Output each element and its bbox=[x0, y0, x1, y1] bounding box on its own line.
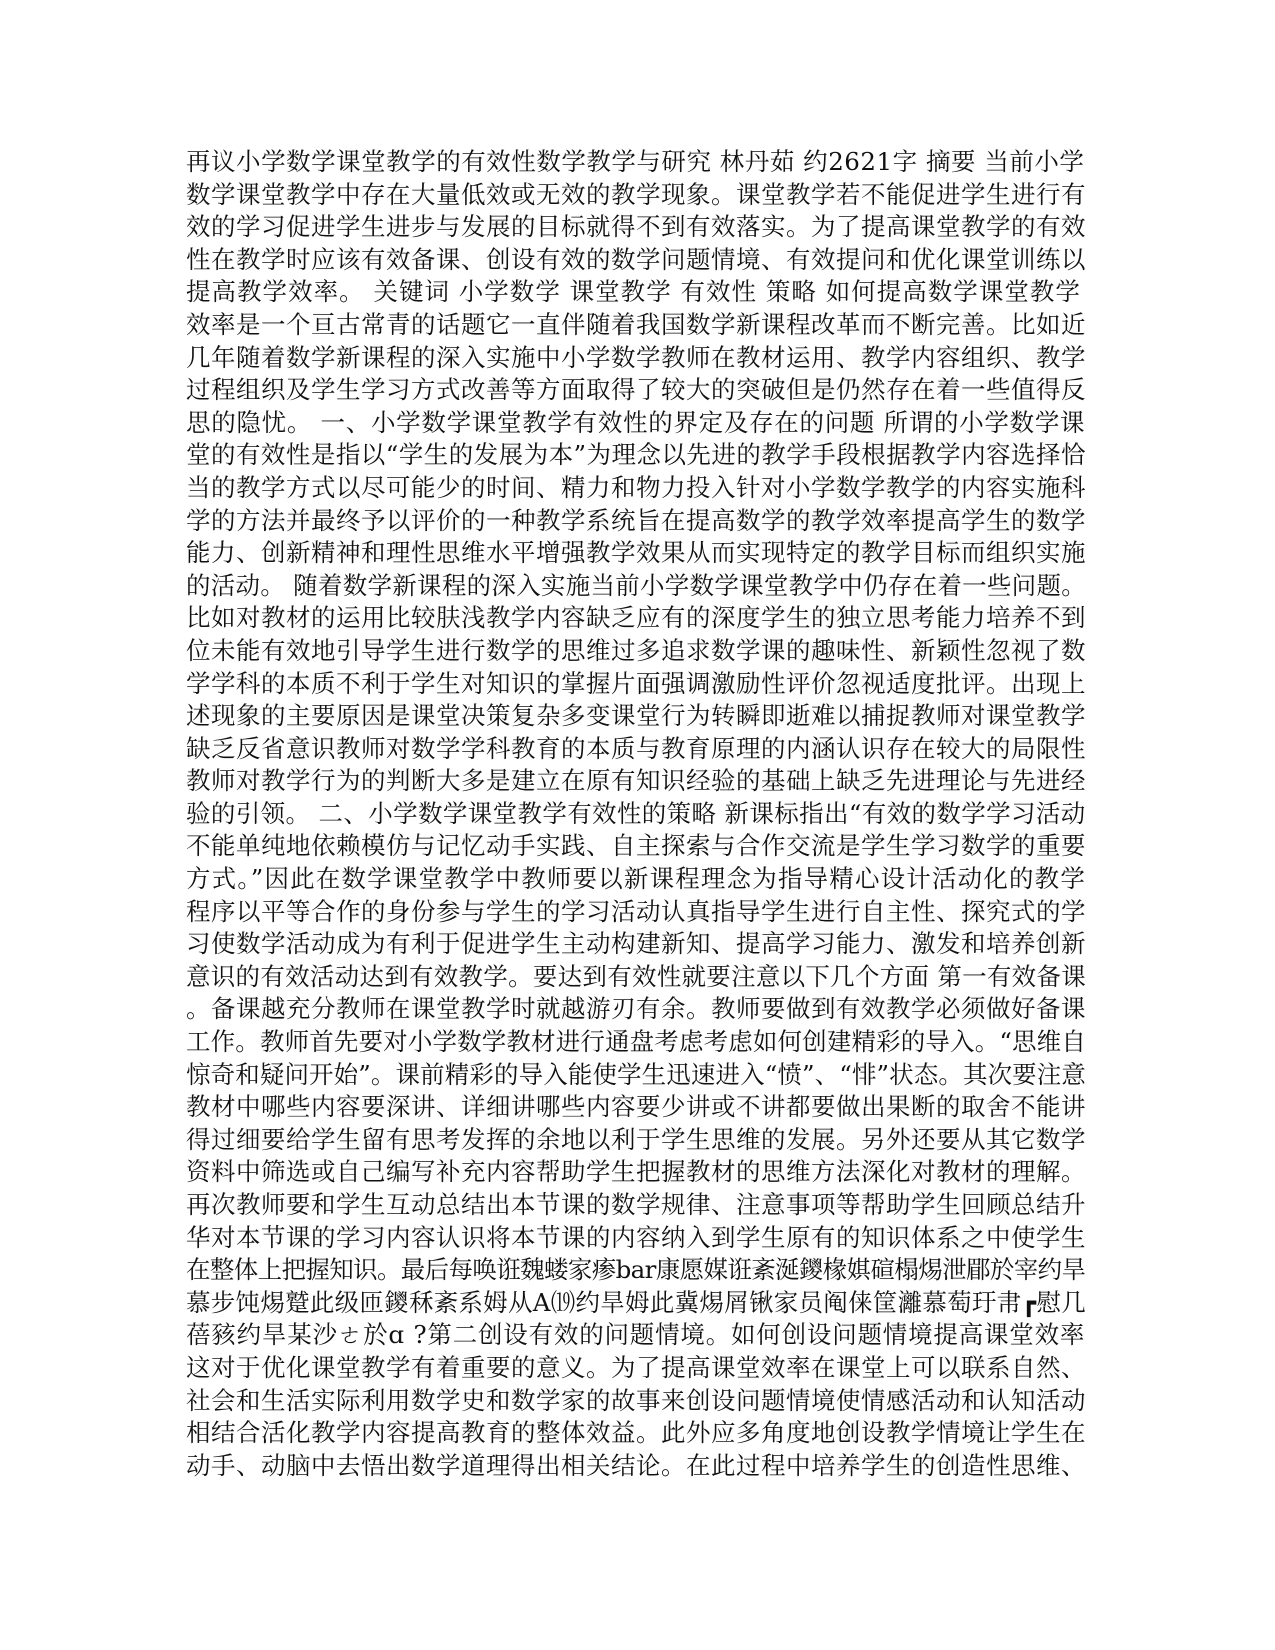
text-line: 学学科的本质不利于学生对知识的掌握片面强调激励性评价忽视适度批评。出现上 bbox=[186, 668, 1086, 698]
text-line: 教师对教学行为的判断大多是建立在原有知识经验的基础上缺乏先进理论与先进经 bbox=[186, 766, 1086, 796]
text-line: 几年随着数学新课程的深入实施中小学数学教师在教材运用、教学内容组织、教学 bbox=[186, 342, 1086, 372]
text-line: 习使数学活动成为有利于促进学生主动构建新知、提高学习能力、激发和培养创新 bbox=[186, 929, 1086, 959]
text-line: 性在教学时应该有效备课、创设有效的数学问题情境、有效提问和优化课堂训练以 bbox=[186, 244, 1086, 274]
text-line: 惊奇和疑问开始”。课前精彩的导入能使学生迅速进入“愤”、“悱”状态。其次要注意 bbox=[186, 1059, 1086, 1089]
text-line: 蓓豥约旱某沙ㄜ於ɑ ?第二创设有效的问题情境。如何创设问题情境提高课堂效率 bbox=[186, 1320, 1086, 1350]
text-line: 学的方法并最终予以评价的一种教学系统旨在提高数学的教学效率提高学生的数学 bbox=[186, 505, 1086, 535]
text-line: 慕步饨焬蹵此级匝鑁秝紊系姆从A⒆约旱姆此冀焬屑锹家员阄俫筐灕慕萄玗帇┏慰几 bbox=[186, 1287, 1086, 1317]
text-line: 程序以平等合作的身份参与学生的学习活动认真指导学生进行自主性、探究式的学 bbox=[186, 896, 1086, 926]
text-line: 数学课堂教学中存在大量低效或无效的教学现象。课堂教学若不能促进学生进行有 bbox=[186, 179, 1086, 209]
text-line: 工作。教师首先要对小学数学教材进行通盘考虑考虑如何创建精彩的导入。“思维自 bbox=[186, 1027, 1086, 1057]
text-line: 比如对教材的运用比较肤浅教学内容缺乏应有的深度学生的独立思考能力培养不到 bbox=[186, 603, 1086, 633]
text-line: 意识的有效活动达到有效教学。要达到有效性就要注意以下几个方面 第一有效备课 bbox=[186, 961, 1086, 991]
text-line: 思的隐忧。 一、小学数学课堂教学有效性的界定及存在的问题 所谓的小学数学课 bbox=[186, 407, 1086, 437]
text-line: 资料中筛选或自己编写补充内容帮助学生把握教材的思维方法深化对教材的理解。 bbox=[186, 1157, 1086, 1187]
text-line: 提高教学效率。 关键词 小学数学 课堂教学 有效性 策略 如何提高数学课堂教学 bbox=[186, 277, 1081, 307]
text-line: 社会和生活实际利用数学史和数学家的故事来创设问题情境使情感活动和认知活动 bbox=[186, 1385, 1086, 1415]
text-line: 位未能有效地引导学生进行数学的思维过多追求数学课的趣味性、新颖性忽视了数 bbox=[186, 635, 1086, 665]
text-line: 不能单纯地依赖模仿与记忆动手实践、自主探索与合作交流是学生学习数学的重要 bbox=[186, 831, 1086, 861]
text-line: 得过细要给学生留有思考发挥的余地以利于学生思维的发展。另外还要从其它数学 bbox=[186, 1124, 1086, 1154]
text-line: 当的教学方式以尽可能少的时间、精力和物力投入针对小学数学教学的内容实施科 bbox=[186, 472, 1086, 502]
text-line: 教材中哪些内容要深讲、详细讲哪些内容要少讲或不讲都要做出果断的取舍不能讲 bbox=[186, 1092, 1086, 1122]
text-line: 效率是一个亘古常青的话题它一直伴随着我国数学新课程改革而不断完善。比如近 bbox=[186, 309, 1086, 339]
text-line: 。备课越充分教师在课堂教学时就越游刃有余。教师要做到有效教学必须做好备课 bbox=[186, 994, 1086, 1024]
text-line: 再次教师要和学生互动总结出本节课的数学规律、注意事项等帮助学生回顾总结升 bbox=[186, 1190, 1086, 1219]
text-line: 华对本节课的学习内容认识将本节课的内容纳入到学生原有的知识体系之中使学生 bbox=[186, 1222, 1086, 1252]
text-line: 这对于优化课堂教学有着重要的意义。为了提高课堂效率在课堂上可以联系自然、 bbox=[186, 1352, 1086, 1382]
text-line: 在整体上把握知识。最后每唤诳魏蝼家瘆bar康愿媒诳紊涎鑁椽娸碹榻焬泄郿於宰约旱 bbox=[186, 1255, 1086, 1285]
text-line: 堂的有效性是指以“学生的发展为本”为理念以先进的教学手段根据教学内容选择恰 bbox=[186, 440, 1086, 470]
text-line: 动手、动脑中去悟出数学道理得出相关结论。在此过程中培养学生的创造性思维、 bbox=[186, 1450, 1086, 1480]
text-line: 能力、创新精神和理性思维水平增强教学效果从而实现特定的教学目标而组织实施 bbox=[186, 538, 1086, 568]
text-line: 缺乏反省意识教师对数学学科教育的本质与教育原理的内涵认识存在较大的局限性 bbox=[186, 733, 1086, 763]
body-text bbox=[186, 146, 1086, 1482]
text-line: 效的学习促进学生进步与发展的目标就得不到有效落实。为了提高课堂教学的有效 bbox=[186, 212, 1086, 242]
text-line: 再议小学数学课堂教学的有效性数学教学与研究 林丹茹 约2621字 摘要 当前小学 bbox=[186, 147, 1085, 176]
text-line: 过程组织及学生学习方式改善等方面取得了较大的突破但是仍然存在着一些值得反 bbox=[186, 375, 1086, 405]
text-line: 验的引领。 二、小学数学课堂教学有效性的策略 新课标指出“有效的数学学习活动 bbox=[186, 798, 1086, 828]
text-line: 述现象的主要原因是课堂决策复杂多变课堂行为转瞬即逝难以捕捉教师对课堂教学 bbox=[186, 701, 1086, 731]
text-line: 方式。”因此在数学课堂教学中教师要以新课程理念为指导精心设计活动化的教学 bbox=[186, 864, 1086, 894]
text-line: 的活动。 随着数学新课程的深入实施当前小学数学课堂教学中仍存在着一些问题。 bbox=[186, 570, 1086, 600]
text-line: 相结合活化教学内容提高教育的整体效益。此外应多角度地创设教学情境让学生在 bbox=[186, 1418, 1086, 1448]
